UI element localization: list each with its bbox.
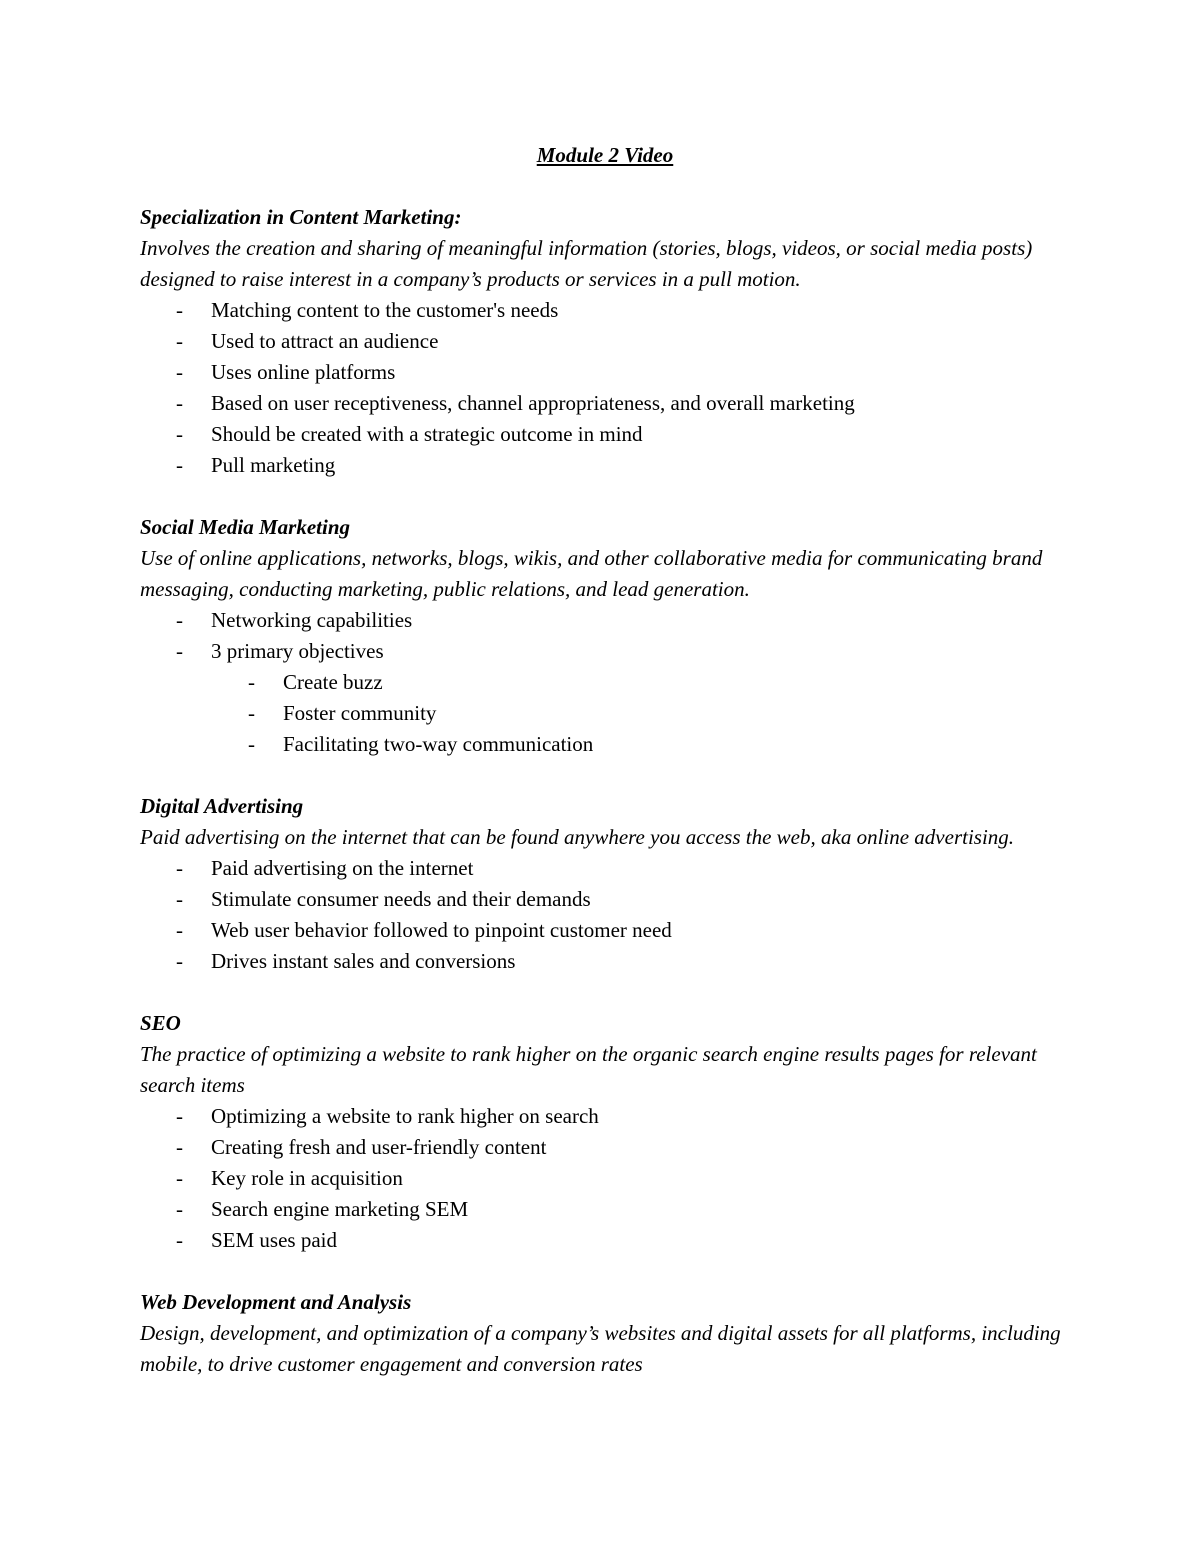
section-description: Paid advertising on the internet that can be found anywhere you access the web, aka online advertising. — [140, 825, 1015, 849]
section-heading: Web Development and Analysis — [140, 1290, 412, 1314]
section-description: Use of online applications, networks, blogs, wikis, and other collaborative media for communicating brand messaging, conducting marketing, public relations, and lead generation. — [140, 546, 1043, 601]
list-item-text: Foster community — [283, 701, 437, 725]
dash-bullet: - — [176, 1197, 183, 1221]
list-item-text: Networking capabilities — [211, 608, 413, 632]
dash-bullet: - — [248, 670, 255, 694]
list-item — [140, 357, 1070, 388]
sub-bullet-list — [140, 667, 1070, 760]
dash-bullet: - — [176, 1104, 183, 1128]
list-item — [140, 419, 1070, 450]
list-item-text: 3 primary objectives — [211, 639, 384, 663]
list-item-text: Stimulate consumer needs and their demands — [211, 887, 591, 911]
section-web-development — [140, 1287, 1070, 1380]
list-item-text: Search engine marketing SEM — [211, 1197, 469, 1221]
section-description: Involves the creation and sharing of meaningful information (stories, blogs, videos, or social media posts) designed to raise interest in a company’s products or services in a pull motion. — [140, 236, 1033, 291]
list-item-text: SEM uses paid — [211, 1228, 337, 1252]
dash-bullet: - — [176, 422, 183, 446]
bullet-list — [140, 295, 1070, 481]
list-item — [140, 915, 1070, 946]
list-item-text: Uses online platforms — [211, 360, 396, 384]
section-description: The practice of optimizing a website to rank higher on the organic search engine results pages for relevant search items — [140, 1042, 1037, 1097]
list-item — [140, 729, 1070, 760]
dash-bullet: - — [176, 1135, 183, 1159]
section-seo — [140, 1008, 1070, 1256]
list-item — [140, 1194, 1070, 1225]
list-item-text: Drives instant sales and conversions — [211, 949, 516, 973]
list-item — [140, 636, 1070, 667]
list-item — [140, 1132, 1070, 1163]
list-item — [140, 605, 1070, 636]
list-item-text: Key role in acquisition — [211, 1166, 403, 1190]
section-content-marketing — [140, 202, 1070, 481]
dash-bullet: - — [176, 608, 183, 632]
list-item-text: Creating fresh and user-friendly content — [211, 1135, 547, 1159]
dash-bullet: - — [248, 732, 255, 756]
list-item — [140, 667, 1070, 698]
list-item-text: Used to attract an audience — [211, 329, 439, 353]
list-item — [140, 295, 1070, 326]
list-item-text: Pull marketing — [211, 453, 336, 477]
list-item — [140, 698, 1070, 729]
dash-bullet: - — [176, 298, 183, 322]
section-heading: Specialization in Content Marketing: — [140, 205, 462, 229]
list-item-text: Create buzz — [283, 670, 383, 694]
list-item — [140, 853, 1070, 884]
dash-bullet: - — [176, 391, 183, 415]
list-item — [140, 1163, 1070, 1194]
list-item-text: Based on user receptiveness, channel appropriateness, and overall marketing — [211, 391, 855, 415]
page-title: Module 2 Video — [536, 143, 674, 167]
dash-bullet: - — [176, 887, 183, 911]
list-item-text: Facilitating two-way communication — [283, 732, 594, 756]
list-item — [140, 1225, 1070, 1256]
dash-bullet: - — [176, 329, 183, 353]
dash-bullet: - — [176, 360, 183, 384]
list-item — [140, 450, 1070, 481]
list-item — [140, 1101, 1070, 1132]
bullet-list — [140, 605, 1070, 667]
bullet-list — [140, 1101, 1070, 1256]
section-heading: Digital Advertising — [140, 794, 304, 818]
list-item — [140, 388, 1070, 419]
dash-bullet: - — [248, 701, 255, 725]
dash-bullet: - — [176, 1166, 183, 1190]
list-item — [140, 326, 1070, 357]
section-description: Design, development, and optimization of a company’s websites and digital assets for all platforms, including mobile, to drive customer engagement and conversion rates — [140, 1321, 1061, 1376]
dash-bullet: - — [176, 639, 183, 663]
section-digital-advertising — [140, 791, 1070, 977]
section-heading: Social Media Marketing — [140, 515, 351, 539]
section-heading: SEO — [140, 1011, 181, 1035]
dash-bullet: - — [176, 918, 183, 942]
section-social-media-marketing — [140, 512, 1070, 760]
bullet-list — [140, 853, 1070, 977]
list-item — [140, 884, 1070, 915]
document-body — [140, 140, 1070, 1411]
dash-bullet: - — [176, 453, 183, 477]
list-item-text: Paid advertising on the internet — [211, 856, 474, 880]
list-item — [140, 946, 1070, 977]
dash-bullet: - — [176, 1228, 183, 1252]
list-item-text: Web user behavior followed to pinpoint customer need — [211, 918, 672, 942]
dash-bullet: - — [176, 949, 183, 973]
list-item-text: Optimizing a website to rank higher on search — [211, 1104, 599, 1128]
dash-bullet: - — [176, 856, 183, 880]
list-item-text: Matching content to the customer's needs — [211, 298, 559, 322]
list-item-text: Should be created with a strategic outcome in mind — [211, 422, 643, 446]
